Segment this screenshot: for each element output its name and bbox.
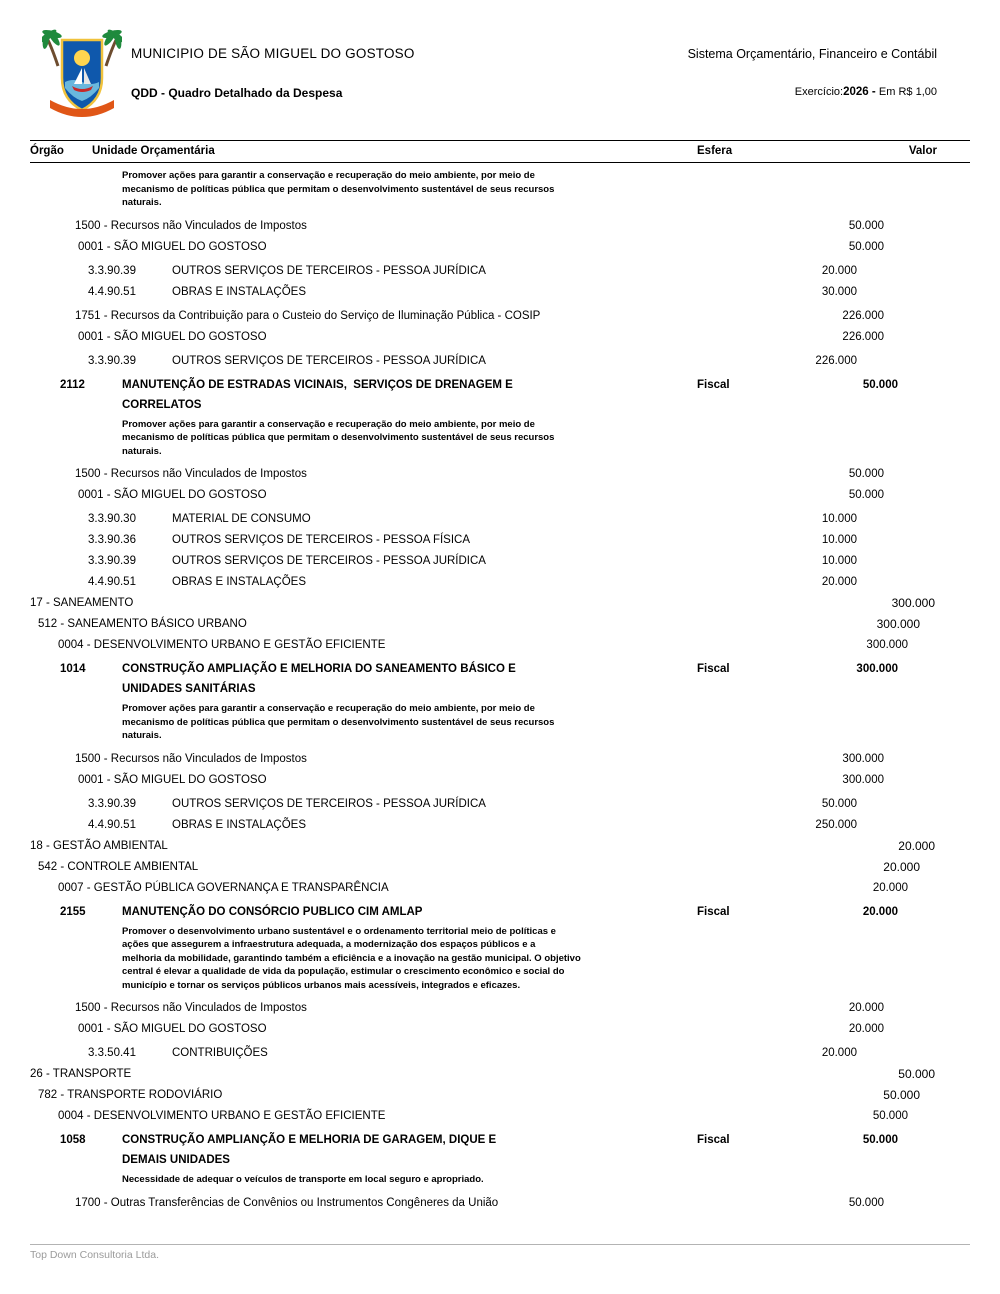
uo-label: 0001 - SÃO MIGUEL DO GOSTOSO	[78, 240, 267, 253]
row-prog	[0, 878, 1000, 899]
description-line: Promover ações para garantir a conservação e recuperação do meio ambiente, por meio de	[122, 418, 535, 430]
column-header-esfera: Esfera	[697, 145, 733, 157]
element-value: 226.000	[815, 354, 857, 367]
element-value: 20.000	[821, 264, 857, 277]
prog-label: 0007 - GESTÃO PÚBLICA GOVERNANÇA E TRANSPARÊNCIA	[58, 881, 389, 894]
municipality-crest-logo	[42, 26, 122, 126]
description-line: mecanismo de políticas pública que permitam o desenvolvimento sustentável de seus recursos	[122, 183, 555, 195]
subfunc-value: 20.000	[883, 859, 920, 874]
description-line: melhoria da mobilidade, garantindo também a eficiência e a inovação na gestão municipal. O objetivo	[122, 952, 581, 964]
column-header-orgao: Órgão	[30, 145, 64, 157]
row-func	[0, 593, 1000, 614]
description-line: central é elevar a qualidade de vida da população, estimular o crescimento econômico e social do	[122, 966, 565, 977]
row-prog	[0, 635, 1000, 656]
action-title-line: UNIDADES SANITÁRIAS	[122, 683, 256, 695]
func-value: 50.000	[898, 1067, 935, 1081]
row-func	[0, 836, 1000, 857]
action-code: 1058	[60, 1134, 86, 1146]
row-desc	[0, 416, 1000, 462]
action-title-line: CORRELATOS	[122, 398, 202, 411]
row-elem	[0, 1043, 1000, 1064]
row-elem	[0, 282, 1000, 303]
row-elem	[0, 815, 1000, 836]
element-name: MATERIAL DE CONSUMO	[172, 513, 311, 525]
element-code: 4.4.90.51	[88, 285, 136, 298]
action-value: 20.000	[862, 905, 898, 918]
element-code: 3.3.90.36	[88, 534, 136, 546]
subfunc-value: 300.000	[876, 617, 920, 631]
subfunc-label: 512 - SANEAMENTO BÁSICO URBANO	[38, 618, 247, 630]
uo-label: 0001 - SÃO MIGUEL DO GOSTOSO	[78, 1023, 267, 1035]
row-action	[0, 1127, 1000, 1171]
func-label: 26 - TRANSPORTE	[30, 1068, 132, 1080]
element-name: OUTROS SERVIÇOS DE TERCEIROS - PESSOA JURÍDICA	[172, 264, 486, 277]
element-name: OBRAS E INSTALAÇÕES	[172, 576, 306, 588]
fonte-value: 50.000	[848, 468, 884, 480]
fonte-value: 50.000	[848, 1196, 884, 1209]
row-desc	[0, 923, 1000, 996]
func-value: 300.000	[891, 596, 935, 610]
element-code: 3.3.90.39	[88, 354, 136, 367]
column-header-valor: Valor	[908, 145, 937, 157]
action-esfera: Fiscal	[697, 905, 730, 918]
description-line: Promover ações para garantir a conservação e recuperação do meio ambiente, por meio de	[122, 170, 535, 181]
subfunc-value: 50.000	[883, 1088, 920, 1102]
element-name: OUTROS SERVIÇOS DE TERCEIROS - PESSOA JURÍDICA	[172, 354, 486, 367]
action-value: 50.000	[862, 1134, 898, 1146]
description-line: naturais.	[122, 197, 162, 208]
fonte-label: 1500 - Recursos não Vinculados de Impostos	[75, 468, 307, 480]
table-header-row	[30, 140, 970, 163]
element-code: 4.4.90.51	[88, 818, 136, 831]
element-value: 10.000	[821, 513, 857, 525]
report-footer	[30, 1244, 970, 1261]
element-value: 20.000	[821, 1047, 857, 1059]
fonte-label: 1700 - Outras Transferências de Convênios ou Instrumentos Congêneres da União	[75, 1196, 499, 1209]
element-value: 50.000	[821, 797, 857, 810]
row-elem	[0, 551, 1000, 572]
description-line: Promover o desenvolvimento urbano sustentável e o ordenamento territorial meio de políticas e	[122, 925, 556, 937]
element-code: 3.3.90.30	[88, 513, 136, 525]
prog-value: 300.000	[866, 639, 908, 651]
row-desc	[0, 167, 1000, 213]
row-fonte	[0, 998, 1000, 1019]
element-code: 3.3.90.39	[88, 797, 136, 810]
system-name: Sistema Orçamentário, Financeiro e Contábil	[687, 47, 937, 61]
row-fonte	[0, 216, 1000, 237]
description-line: ações que assegurem a infraestrutura adequada, a modernização dos espaços públicos e a	[122, 939, 536, 950]
action-code: 2112	[60, 378, 85, 391]
row-fonte	[0, 306, 1000, 327]
row-action	[0, 656, 1000, 700]
element-name: OUTROS SERVIÇOS DE TERCEIROS - PESSOA FÍSICA	[172, 534, 471, 546]
row-elem	[0, 794, 1000, 815]
row-subfunc	[0, 857, 1000, 878]
row-fonte	[0, 1193, 1000, 1214]
element-value: 10.000	[821, 534, 857, 546]
element-name: OUTROS SERVIÇOS DE TERCEIROS - PESSOA JURÍDICA	[172, 797, 486, 810]
row-uo	[0, 1019, 1000, 1040]
column-header-unidade-orcamentaria: Unidade Orçamentária	[92, 145, 215, 157]
uo-value: 50.000	[848, 240, 884, 253]
func-label: 17 - SANEAMENTO	[30, 597, 134, 609]
action-code: 1014	[60, 663, 86, 675]
row-elem	[0, 261, 1000, 282]
fonte-value: 50.000	[848, 219, 884, 232]
element-name: OBRAS E INSTALAÇÕES	[172, 285, 306, 298]
row-subfunc	[0, 1085, 1000, 1106]
element-name: OBRAS E INSTALAÇÕES	[172, 818, 306, 831]
action-code: 2155	[60, 905, 86, 918]
exercise-year: 2026 -	[843, 86, 879, 98]
uo-label: 0001 - SÃO MIGUEL DO GOSTOSO	[78, 489, 267, 501]
fonte-label: 1500 - Recursos não Vinculados de Impostos	[75, 1002, 307, 1014]
fonte-label: 1751 - Recursos da Contribuição para o Custeio do Serviço de Iluminação Pública - COSIP	[75, 309, 541, 322]
description-line: mecanismo de políticas pública que permitam o desenvolvimento sustentável de seus recursos	[122, 716, 555, 728]
description-line: município e tornar os serviços públicos urbanos mais acessíveis, integrados e eficazes.	[122, 979, 521, 991]
element-name: CONTRIBUIÇÕES	[172, 1047, 268, 1059]
uo-label: 0001 - SÃO MIGUEL DO GOSTOSO	[78, 773, 267, 786]
exercise-info	[795, 86, 937, 98]
row-subfunc	[0, 614, 1000, 635]
row-fonte	[0, 749, 1000, 770]
element-value: 250.000	[815, 818, 857, 831]
action-esfera: Fiscal	[697, 378, 730, 391]
action-value: 300.000	[856, 663, 898, 675]
municipality-name: MUNICIPIO DE SÃO MIGUEL DO GOSTOSO	[131, 46, 415, 61]
action-title-line: DEMAIS UNIDADES	[122, 1154, 230, 1166]
action-title-line: CONSTRUÇÃO AMPLIAÇÃO E MELHORIA DO SANEAMENTO BÁSICO E	[122, 663, 516, 675]
row-desc	[0, 1171, 1000, 1190]
uo-label: 0001 - SÃO MIGUEL DO GOSTOSO	[78, 330, 267, 343]
element-value: 20.000	[821, 576, 857, 588]
row-desc	[0, 700, 1000, 746]
action-value: 50.000	[862, 378, 898, 391]
footer-company: Top Down Consultoria Ltda.	[30, 1249, 159, 1261]
description-line: Necessidade de adequar o veículos de transporte em local seguro e apropriado.	[122, 1174, 484, 1185]
prog-label: 0004 - DESENVOLVIMENTO URBANO E GESTÃO EFICIENTE	[58, 639, 386, 651]
action-title-line: MANUTENÇÃO DO CONSÓRCIO PUBLICO CIM AMLAP	[122, 905, 423, 918]
row-prog	[0, 1106, 1000, 1127]
uo-value: 226.000	[842, 330, 884, 343]
action-esfera: Fiscal	[697, 663, 730, 675]
prog-value: 20.000	[872, 881, 908, 894]
uo-value: 20.000	[848, 1023, 884, 1035]
element-name: OUTROS SERVIÇOS DE TERCEIROS - PESSOA JURÍDICA	[172, 555, 486, 567]
fonte-value: 226.000	[842, 309, 884, 322]
row-elem	[0, 509, 1000, 530]
row-uo	[0, 770, 1000, 791]
action-title-line: MANUTENÇÃO DE ESTRADAS VICINAIS, SERVIÇOS DE DRENAGEM E	[122, 378, 513, 391]
subfunc-label: 542 - CONTROLE AMBIENTAL	[38, 860, 199, 873]
row-fonte	[0, 464, 1000, 485]
description-line: Promover ações para garantir a conservação e recuperação do meio ambiente, por meio de	[122, 703, 535, 714]
description-line: naturais.	[122, 730, 162, 741]
description-line: mecanismo de políticas pública que permitam o desenvolvimento sustentável de seus recursos	[122, 432, 555, 443]
row-action	[0, 899, 1000, 923]
func-value: 20.000	[898, 838, 935, 853]
fonte-label: 1500 - Recursos não Vinculados de Impostos	[75, 219, 307, 232]
action-title-line: CONSTRUÇÃO AMPLIANÇÃO E MELHORIA DE GARAGEM, DIQUE E	[122, 1134, 497, 1146]
prog-label: 0004 - DESENVOLVIMENTO URBANO E GESTÃO EFICIENTE	[58, 1110, 386, 1122]
fonte-label: 1500 - Recursos não Vinculados de Impostos	[75, 752, 307, 765]
element-code: 3.3.50.41	[88, 1047, 136, 1059]
element-value: 30.000	[821, 285, 857, 298]
element-code: 3.3.90.39	[88, 264, 136, 277]
uo-value: 300.000	[842, 773, 884, 786]
row-uo	[0, 327, 1000, 348]
row-action	[0, 372, 1000, 416]
row-uo	[0, 237, 1000, 258]
row-elem	[0, 530, 1000, 551]
uo-value: 50.000	[848, 489, 884, 501]
element-code: 4.4.90.51	[88, 576, 136, 588]
exercise-label: Exercício:	[794, 86, 844, 98]
func-label: 18 - GESTÃO AMBIENTAL	[30, 839, 168, 852]
currency-note: Em R$ 1,00	[878, 86, 937, 98]
element-value: 10.000	[821, 555, 857, 567]
action-esfera: Fiscal	[697, 1134, 730, 1146]
prog-value: 50.000	[872, 1110, 908, 1122]
subfunc-label: 782 - TRANSPORTE RODOVIÁRIO	[38, 1089, 223, 1101]
report-title: QDD - Quadro Detalhado da Despesa	[131, 86, 343, 100]
fonte-value: 20.000	[848, 1002, 884, 1014]
row-func	[0, 1064, 1000, 1085]
row-elem	[0, 572, 1000, 593]
element-code: 3.3.90.39	[88, 555, 136, 567]
row-elem	[0, 351, 1000, 372]
table-body	[0, 167, 1000, 1214]
row-uo	[0, 485, 1000, 506]
description-line: naturais.	[122, 445, 162, 457]
fonte-value: 300.000	[842, 752, 884, 765]
